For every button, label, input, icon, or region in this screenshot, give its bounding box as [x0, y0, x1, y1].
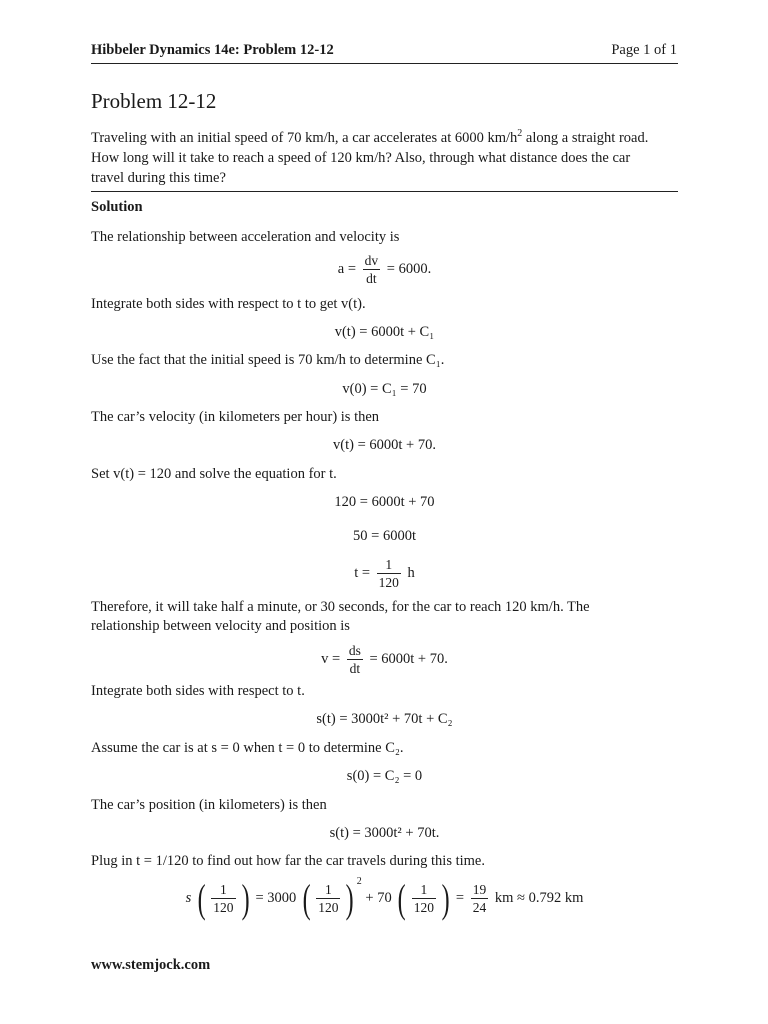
- denominator: 120: [378, 575, 399, 590]
- fraction: [347, 642, 363, 677]
- numerator: 19: [472, 882, 487, 898]
- equation-time: [91, 556, 678, 591]
- denominator: 120: [413, 900, 434, 916]
- equation-text: a =: [337, 260, 357, 277]
- numerator: ds: [348, 643, 361, 658]
- equation-velocity: v(t) = 6000t + 70.: [333, 437, 436, 453]
- footer-website: www.stemjock.com: [91, 957, 211, 973]
- statement-text: along a straight road.: [522, 129, 649, 146]
- solution-paragraph: relationship between velocity and position is: [91, 618, 350, 634]
- fraction: [316, 881, 340, 916]
- fraction: [211, 881, 235, 916]
- equation-position-velocity: [91, 642, 678, 677]
- equation-text: + 70: [365, 890, 392, 906]
- equation-text: =: [455, 890, 465, 906]
- statement-line-3: travel during this time?: [91, 169, 226, 186]
- equation-text: s: [185, 890, 192, 906]
- superscript: 2: [356, 876, 362, 887]
- equation-set-120: 120 = 6000t + 70: [334, 494, 435, 510]
- equation-text: = 3000: [255, 890, 297, 906]
- denominator: 24: [472, 900, 487, 916]
- numerator: 1: [412, 881, 436, 899]
- fraction: [363, 252, 381, 287]
- page-number: Page 1 of 1: [611, 42, 677, 58]
- fraction: [412, 881, 436, 916]
- fraction: [471, 881, 489, 916]
- header-rule: [91, 63, 678, 64]
- solution-paragraph: The relationship between acceleration and velocity is: [91, 229, 400, 245]
- solution-paragraph: Integrate both sides with respect to t to get v(t).: [91, 296, 366, 312]
- solution-heading: Solution: [91, 199, 143, 215]
- denominator: dt: [366, 271, 377, 286]
- solution-paragraph: Integrate both sides with respect to t.: [91, 683, 305, 699]
- denominator: 120: [213, 900, 234, 916]
- equation-velocity-general: v(t) = 6000t + C₁: [334, 324, 435, 340]
- equation-50: 50 = 6000t: [353, 528, 416, 544]
- solution-paragraph: Assume the car is at s = 0 when t = 0 to determine C₂.: [91, 740, 404, 756]
- equation-text: = 6000.: [386, 260, 432, 277]
- equation-text: = 6000t + 70.: [369, 650, 448, 667]
- statement-text: Traveling with an initial speed of 70 km/h, a car accelerates at 6000 km/h: [91, 129, 518, 146]
- solution-paragraph: Set v(t) = 120 and solve the equation for t.: [91, 466, 337, 482]
- numerator: 1: [377, 556, 401, 574]
- denominator: 120: [318, 900, 339, 916]
- equation-position: s(t) = 3000t² + 70t.: [329, 825, 440, 841]
- solution-rule: [91, 191, 678, 192]
- paren: ): [241, 875, 250, 921]
- denominator: dt: [349, 661, 361, 676]
- solution-paragraph: Plug in t = 1/120 to find out how far the car travels during this time.: [91, 853, 485, 869]
- equation-position-general: s(t) = 3000t² + 70t + C₂: [316, 711, 453, 727]
- paren: ): [346, 875, 355, 921]
- equation-text: t =: [354, 564, 371, 581]
- equation-text: v =: [321, 650, 341, 667]
- paren: ): [441, 875, 450, 921]
- problem-statement: [91, 124, 686, 188]
- numerator: 1: [211, 881, 235, 899]
- paren: (: [197, 875, 206, 921]
- equation-acceleration: [91, 252, 678, 287]
- equation-initial-position: s(0) = C₂ = 0: [346, 768, 423, 784]
- solution-paragraph: The car’s velocity (in kilometers per hour) is then: [91, 409, 380, 425]
- unit: h: [407, 564, 415, 581]
- equation-final-distance: [91, 876, 678, 919]
- fraction: [377, 556, 401, 591]
- superscript: 2: [517, 128, 523, 139]
- equation-initial-velocity: v(0) = C₁ = 70: [342, 381, 427, 397]
- solution-paragraph: Use the fact that the initial speed is 70 km/h to determine C₁.: [91, 352, 445, 368]
- problem-title: Problem 12-12: [91, 89, 217, 113]
- statement-line-2: How long will it take to reach a speed of 120 km/h? Also, through what distance does the car: [91, 149, 631, 166]
- page-header-title: Hibbeler Dynamics 14e: Problem 12-12: [91, 42, 334, 58]
- solution-paragraph: The car’s position (in kilometers) is then: [91, 797, 327, 813]
- numerator: 1: [316, 881, 340, 899]
- statement-line-1: [91, 124, 686, 148]
- equation-text: km ≈ 0.792 km: [494, 890, 584, 906]
- paren: (: [302, 875, 311, 921]
- solution-paragraph: Therefore, it will take half a minute, or 30 seconds, for the car to reach 120 km/h. The: [91, 599, 590, 615]
- paren: (: [398, 875, 407, 921]
- numerator: dv: [364, 253, 379, 268]
